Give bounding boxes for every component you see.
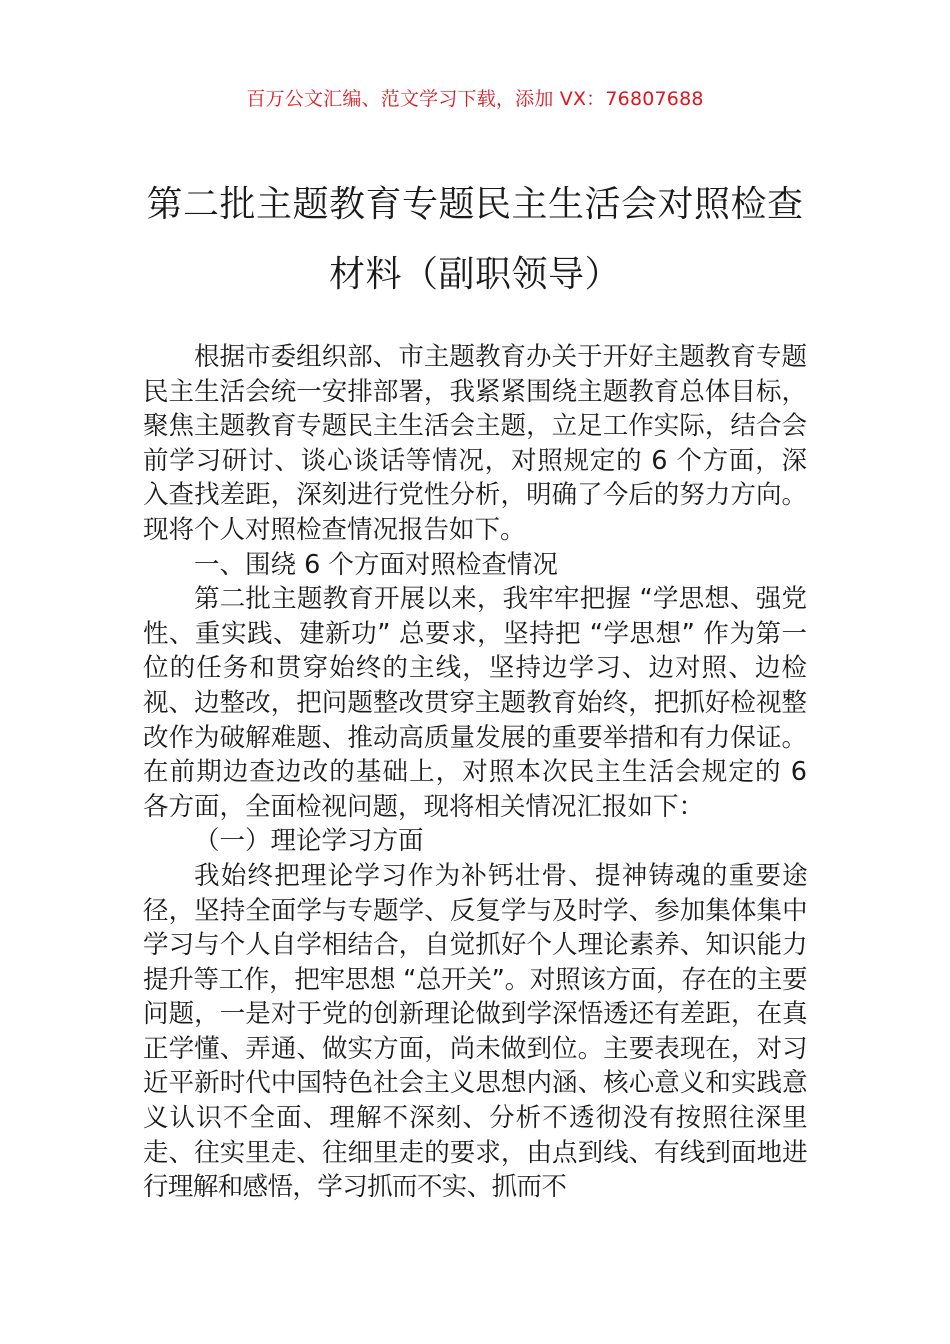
promo-header: 百万公文汇编、范文学习下载，添加 VX：76807688 [246,88,704,110]
document-body [143,340,807,1205]
paragraph-intro: 根据市委组织部、市主题教育办关于开好主题教育专题民主生活会统一安排部署，我紧紧围绕主题教育总体目标，聚焦主题教育专题民主生活会主题，立足工作实际，结合会前学习研讨、谈心谈话等情况，对照规定的 6 个方面，深入查找差距，深刻进行党性分析，明确了今后的努力方向。现将个人对照检查情况报告如下。 [143,342,807,545]
subsection-heading-1: （一）理论学习方面 [194,826,424,857]
document-title-line-2: 材料（副职领导） [328,254,621,295]
paragraph-overview: 第二批主题教育开展以来，我牢牢把握 “学思想、强党性、重实践、建新功” 总要求，坚持把 “学思想” 作为第一位的任务和贯穿始终的主线，坚持边学习、边对照、边检视、边整改，把问题整改贯穿主题教育始终，把抓好检视整改作为破解难题、推动高质量发展的重要举措和有力保证。在前期边查边改的基础上，对照本次民主生活会规定的 6 各方面，全面检视问题，现将相关情况汇报如下： [143,584,807,822]
section-heading-1: 一、围绕 6 个方面对照检查情况 [194,549,558,580]
document-title-line-1: 第二批主题教育专题民主生活会对照检查 [146,184,804,225]
paragraph-theory-study: 我始终把理论学习作为补钙壮骨、提神铸魂的重要途径，坚持全面学与专题学、反复学与及时学、参加集体集中学习与个人自学相结合，自觉抓好个人理论素养、知识能力提升等工作，把牢思想 “总开关”。对照该方面，存在的主要问题，一是对于党的创新理论做到学深悟透还有差距，在真正学懂、弄通、做实方面，尚未做到位。主要表现在，对习近平新时代中国特色社会主义思想内涵、核心意义和实践意义认识不全面、理解不深刻、分析不透彻没有按照往深里走、往实里走、往细里走的要求，由点到线、有线到面地进行理解和感悟，学习抓而不实、抓而不 [143,860,807,1203]
